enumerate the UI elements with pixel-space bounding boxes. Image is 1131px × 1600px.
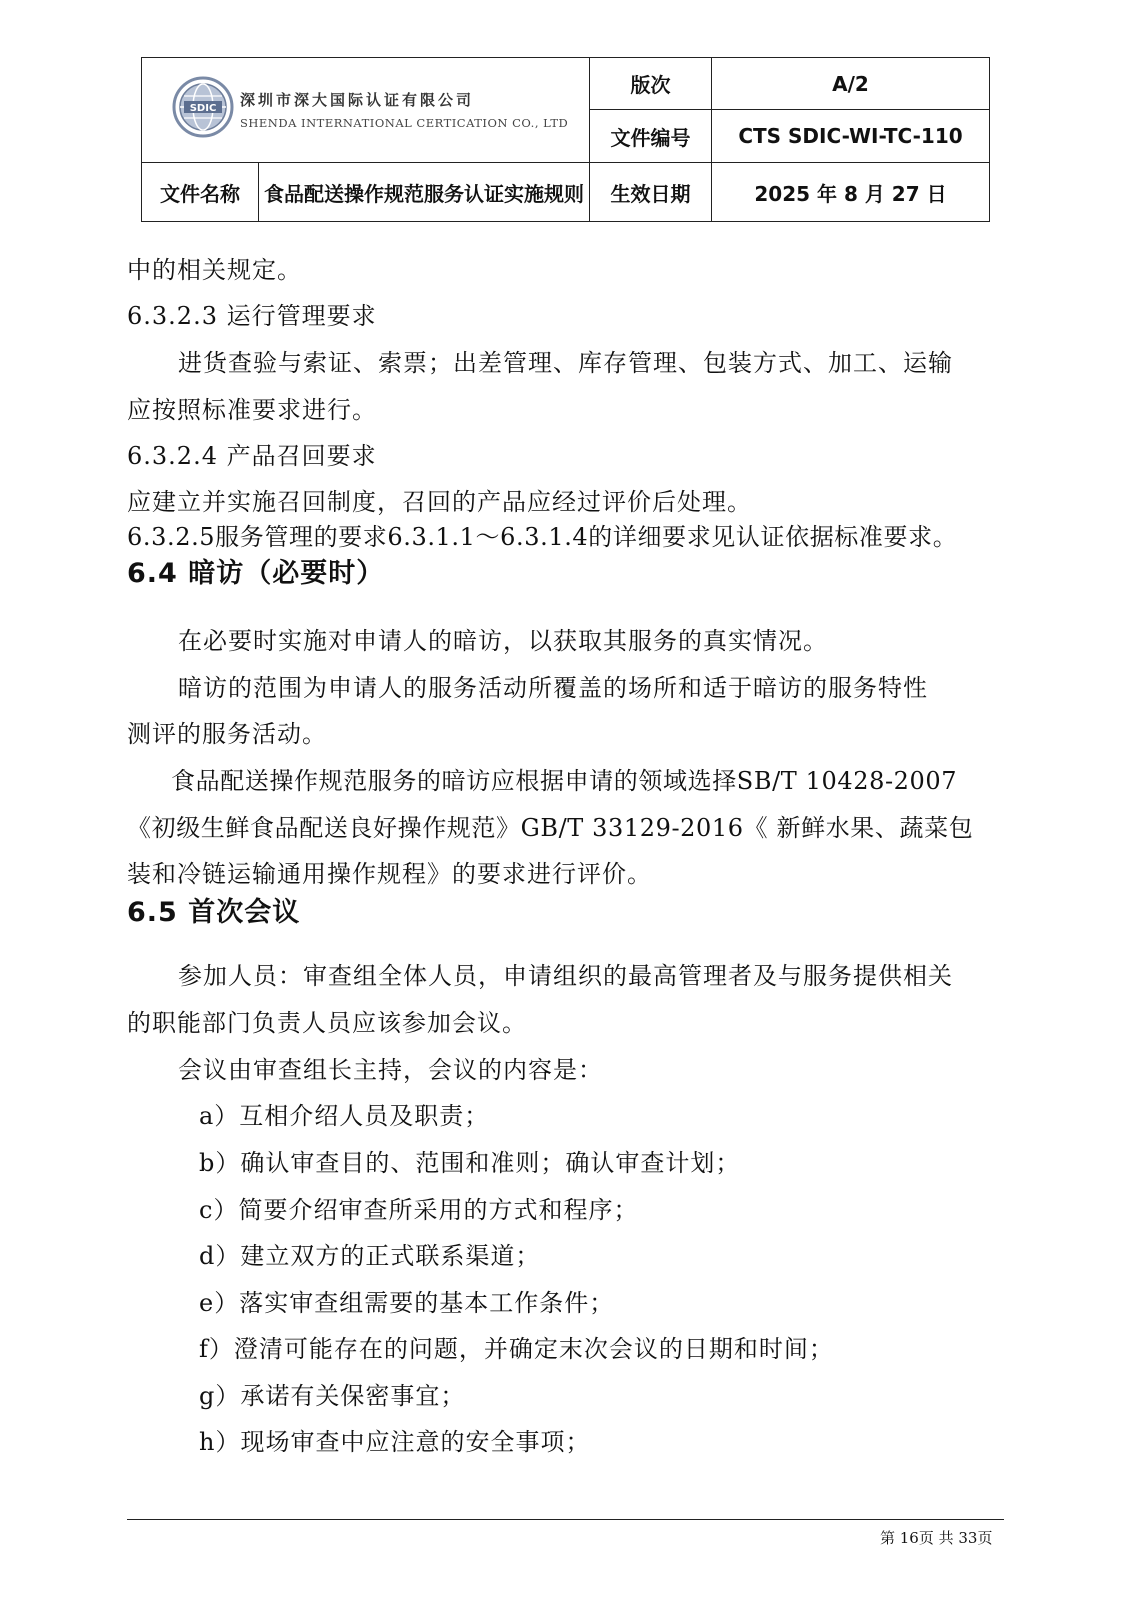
paragraph-line: 的职能部门负责人员应该参加会议。 [127, 1009, 527, 1037]
logo-text: SDIC [189, 103, 217, 114]
heading-6-5: 6.5 首次会议 [127, 897, 301, 928]
company-cell [142, 58, 590, 163]
effective-date-label: 生效日期 [590, 163, 712, 222]
paragraph-line: 食品配送操作规范服务的暗访应根据申请的领域选择SB/T 10428-2007 [171, 767, 958, 795]
list-item: b）确认审查目的、范围和准则；确认审查计划； [199, 1149, 741, 1177]
list-item: h）现场审查中应注意的安全事项； [199, 1428, 591, 1456]
paragraph-line: 进货查验与索证、索票；出差管理、库存管理、包装方式、加工、运输 [178, 349, 953, 377]
list-item: a）互相介绍人员及职责； [199, 1102, 490, 1130]
paragraph-line: 会议由审查组长主持，会议的内容是： [178, 1056, 603, 1084]
doc-no-value: CTS SDIC-WI-TC-110 [712, 110, 990, 163]
paragraph-line: 暗访的范围为申请人的服务活动所覆盖的场所和适于暗访的服务特性 [178, 674, 928, 702]
paragraph-line: 中的相关规定。 [127, 256, 302, 284]
doc-no-label: 文件编号 [590, 110, 712, 163]
heading-6-4: 6.4 暗访（必要时） [127, 558, 385, 589]
list-item: e）落实审查组需要的基本工作条件； [199, 1289, 615, 1317]
section-6-3-2-3-title: 6.3.2.3 运行管理要求 [127, 302, 377, 330]
list-item: g）承诺有关保密事宜； [199, 1382, 466, 1410]
header-table [141, 57, 990, 222]
list-item: c）简要介绍审查所采用的方式和程序； [199, 1196, 639, 1224]
paragraph-line: 参加人员：审查组全体人员，申请组织的最高管理者及与服务提供相关 [178, 962, 953, 990]
version-value: A/2 [712, 58, 990, 110]
company-name-en: SHENDA INTERNATIONAL CERTICATION CO., LTD [240, 116, 569, 130]
version-label: 版次 [590, 58, 712, 110]
section-6-3-2-5-line: 6.3.2.5服务管理的要求6.3.1.1～6.3.1.4的详细要求见认证依据标准要求。 [127, 523, 958, 551]
doc-name-label: 文件名称 [142, 163, 259, 222]
paragraph-line: 测评的服务活动。 [127, 720, 327, 748]
paragraph-line: 《初级生鲜食品配送良好操作规范》GB/T 33129-2016《 新鲜水果、蔬菜包 [127, 814, 974, 842]
list-item: d）建立双方的正式联系渠道； [199, 1242, 541, 1270]
paragraph-line: 应按照标准要求进行。 [127, 396, 377, 424]
list-item: f）澄清可能存在的问题，并确定末次会议的日期和时间； [199, 1335, 834, 1363]
page-number: 第 16页 共 33页 [880, 1529, 993, 1547]
effective-date-value: 2025 年 8 月 27 日 [712, 163, 990, 222]
company-name-cn: 深圳市深大国际认证有限公司 [240, 91, 475, 109]
company-logo [172, 76, 234, 138]
section-6-3-2-4-title: 6.3.2.4 产品召回要求 [127, 442, 377, 470]
paragraph-line: 在必要时实施对申请人的暗访，以获取其服务的真实情况。 [178, 627, 828, 655]
footer-rule [127, 1519, 1004, 1520]
paragraph-line: 装和冷链运输通用操作规程》的要求进行评价。 [127, 860, 652, 888]
paragraph-line: 应建立并实施召回制度，召回的产品应经过评价后处理。 [127, 488, 752, 516]
doc-name-value: 食品配送操作规范服务认证实施规则 [259, 163, 590, 222]
